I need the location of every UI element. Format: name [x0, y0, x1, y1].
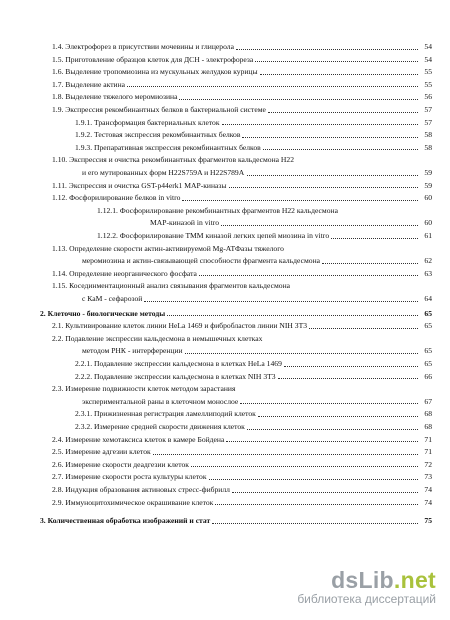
toc-dot-leader — [199, 275, 418, 276]
toc-page-number: 56 — [424, 92, 432, 102]
watermark-subtitle: библиотека диссертаций — [297, 592, 436, 606]
toc-dot-leader — [127, 86, 418, 87]
toc-entry-title: 2.9. Иммуноцитохимическое окрашивание клеток — [52, 497, 214, 507]
toc-page-number: 66 — [424, 371, 432, 381]
toc-page-number: 71 — [424, 447, 432, 457]
toc-dot-leader — [258, 416, 418, 417]
toc-page-number: 68 — [424, 409, 432, 419]
toc-page-number: 65 — [424, 346, 432, 356]
toc-dot-leader — [284, 366, 418, 367]
toc-dot-leader — [268, 112, 418, 113]
watermark — [297, 568, 436, 606]
toc-page-number: 65 — [424, 359, 432, 368]
toc-page-number: 54 — [424, 54, 432, 64]
toc-dot-leader — [255, 61, 418, 62]
toc-entry-title: 2.2. Подавление экспрессии кальдесмона в немышечных клетках — [52, 333, 263, 343]
toc-page-number: 64 — [424, 294, 432, 303]
toc-entry-title: 1.14. Определение неорганического фосфата — [52, 268, 197, 278]
toc-page-number: 75 — [424, 516, 432, 526]
toc-page-number: 58 — [424, 130, 432, 140]
toc-entry-title: 1.15. Косединментационный анализ связывания фрагментов кальдесмона — [52, 281, 291, 291]
toc-entry-title: 3. Количественная обработка изображений и стат — [40, 516, 211, 526]
toc-dot-leader — [212, 523, 418, 524]
toc-dot-leader — [309, 328, 418, 329]
toc-dot-leader — [179, 99, 418, 100]
toc-entry-title: 1.12.2. Фосфорилирование ТММ киназой легких цепей миозина in vitro — [97, 231, 330, 240]
toc-dot-leader — [247, 429, 418, 430]
toc-page-number: 73 — [424, 472, 432, 482]
toc-entry-title: 1.6. Выделение тропомиозина из мускульных желудков курицы — [52, 67, 258, 77]
toc-entry-title: 2.2.1. Подавление экспрессии кальдесмона в клетках HeLa 1469 — [75, 359, 282, 368]
toc-dot-leader — [185, 353, 418, 354]
toc-entry-title: 1.12. Фосфорилирование белков in vitro — [52, 193, 181, 203]
toc-entry-title: 1.12.1. Фосфорилирование рекомбинантных фрагментов Н22 кальдесмона — [97, 205, 338, 215]
toc-entry-title: 1.7. Выделение актина — [52, 79, 126, 89]
toc-entry-title: 1.10. Экспрессия и очистка рекомбинантных фрагментов кальдесмона Н22 — [52, 155, 295, 165]
toc-dot-leader — [242, 137, 418, 138]
toc-page-number: 67 — [424, 396, 432, 406]
toc-entry-title: методом РНК - интерференции — [82, 346, 183, 356]
toc-entry-title: 1.13. Определение скорости актин-активируемой Mg-АТФазы тяжелого — [52, 243, 284, 253]
toc-dot-leader — [153, 454, 418, 455]
toc-dot-leader — [331, 238, 418, 239]
toc-entry-title: 2.3. Измерение подвижности клеток методом зарастания — [52, 384, 236, 394]
toc-page-number: 57 — [424, 105, 432, 114]
toc-entry-title: 1.9.1. Трансформация бактериальных клеток — [75, 117, 220, 127]
toc-page-number: 72 — [424, 459, 432, 469]
toc-page-number: 61 — [424, 231, 432, 240]
toc-entry-title: 1.9.2. Тестовая экспрессия рекомбинантных белков — [75, 130, 241, 140]
toc-entry-title: 1.11. Экспрессия и очистка GST-p44erk1 MAP-киназы — [52, 180, 227, 190]
toc-dot-leader — [222, 124, 418, 125]
toc-page-number: 68 — [424, 422, 432, 431]
toc-dot-leader — [229, 187, 418, 188]
toc-entry-title: 1.9.3. Препаративная экспрессия рекомбинантных белков — [75, 142, 261, 152]
toc-page-number: 55 — [424, 67, 432, 77]
toc-dot-leader — [167, 315, 418, 316]
toc-page-number: 62 — [424, 256, 432, 266]
toc-entry-title: 1.4. Электрофорез в присутствии мочевины и глицерола — [52, 42, 234, 51]
toc-entry-title: 2.8. Индукция образования актиновых стресс-фибрилл — [52, 485, 230, 494]
toc-entry-title: 2.7. Измерение скорости роста культуры клеток — [52, 472, 207, 482]
toc-entry-title: 2.4. Измерение хемотаксиса клеток в камере Бойдена — [52, 434, 225, 444]
toc-entry-title: и его мутированных форм Н22S759A и Н22S789A — [82, 168, 245, 177]
toc-dot-leader — [260, 74, 418, 75]
toc-dot-leader — [322, 263, 418, 264]
toc-dot-leader — [232, 492, 418, 493]
toc-page-number: 55 — [424, 79, 432, 89]
toc-page-number: 60 — [424, 193, 432, 203]
toc-entry-title: 2.2.2. Подавление экспрессии кальдесмона в клетках NIH 3Т3 — [75, 371, 276, 381]
toc-dot-leader — [263, 149, 418, 150]
toc-page-number: 59 — [424, 180, 432, 190]
toc-entry-title: 1.8. Выделение тяжелого меромиозина — [52, 92, 178, 102]
toc-entry-title: 2.1. Культивирование клеток линии HeLa 1469 и фибробластов линии NIH 3Т3 — [52, 321, 308, 331]
toc-page-number: 74 — [424, 485, 432, 494]
toc-dot-leader — [182, 200, 418, 201]
toc-dot-leader — [247, 175, 418, 176]
toc-dot-leader — [215, 504, 418, 505]
toc-dot-leader — [209, 479, 418, 480]
toc-page-number: 71 — [424, 434, 432, 444]
toc-entry-title: экспериментальной раны в клеточном монослое — [82, 396, 239, 406]
toc-dot-leader — [191, 466, 418, 467]
toc-entry-title: меромиозина и актин-связывающей способности фрагмента кальдесмона — [82, 256, 321, 266]
toc-entry-title: MAP-киназой in vitro — [150, 218, 220, 228]
toc-dot-leader — [226, 441, 418, 442]
toc-entry-title: 2.3.1. Прижизненная регистрация ламеллиподий клеток — [75, 409, 256, 419]
toc-entry-title: 2.6. Измерение скорости деадгезии клеток — [52, 459, 189, 469]
toc-dot-leader — [240, 403, 418, 404]
toc-entry-title: с КаМ - сефарозой — [82, 294, 143, 303]
watermark-logo: dsLib.net — [331, 567, 436, 593]
toc-page-number: 74 — [424, 497, 432, 507]
toc-entry-title: 1.9. Экспрессия рекомбинантных белков в бактериальной системе — [52, 105, 266, 114]
toc-entry-title: 1.5. Приготовление образцов клеток для ДСН - электрофореза — [52, 54, 254, 64]
toc-page-number: 57 — [424, 117, 432, 127]
toc-dot-leader — [221, 225, 418, 226]
toc-entry-title: 2. Клеточно - биологические методы — [40, 308, 166, 318]
toc-page-number: 54 — [424, 42, 432, 51]
toc-page-number: 59 — [424, 168, 432, 177]
toc-entry-title: 2.3.2. Измерение средней скорости движения клеток — [75, 422, 245, 431]
toc-dot-leader — [278, 378, 418, 379]
toc-page-number: 58 — [424, 142, 432, 152]
toc-page-number: 65 — [424, 308, 432, 318]
toc-page-number: 63 — [424, 268, 432, 278]
toc-page-number: 65 — [424, 321, 432, 331]
toc-dot-leader — [236, 49, 418, 50]
toc-entry-title: 2.5. Измерение адгезии клеток — [52, 447, 151, 457]
toc-dot-leader — [144, 301, 418, 302]
toc-page-number: 60 — [424, 218, 432, 228]
